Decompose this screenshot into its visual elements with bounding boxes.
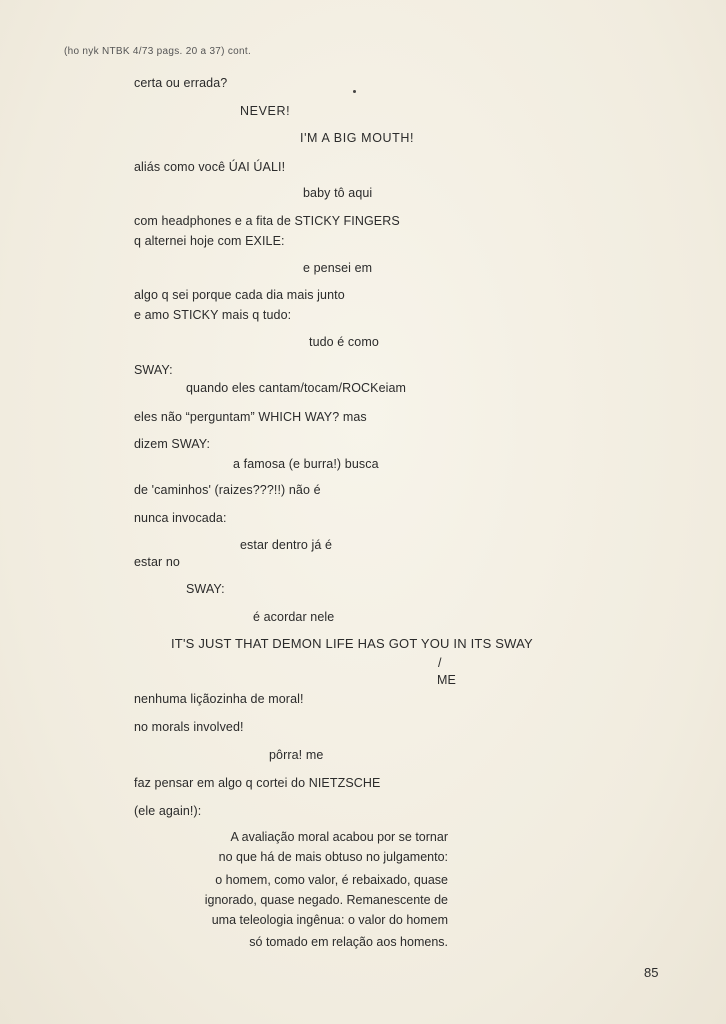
poem-line: q alternei hoje com EXILE: bbox=[134, 234, 285, 248]
page-number: 85 bbox=[644, 965, 659, 980]
poem-line: estar no bbox=[134, 555, 180, 569]
poem-line: a famosa (e burra!) busca bbox=[233, 457, 379, 471]
poem-line: (ele again!): bbox=[134, 804, 202, 818]
poem-line: eles não “perguntam” WHICH WAY? mas bbox=[134, 410, 367, 424]
ink-dot bbox=[353, 90, 356, 93]
poem-line: aliás como você ÚAI ÚALI! bbox=[134, 160, 286, 174]
poem-line: SWAY: bbox=[134, 363, 173, 377]
poem-line: SWAY: bbox=[186, 582, 225, 596]
poem-line: faz pensar em algo q cortei do NIETZSCHE bbox=[134, 776, 381, 790]
poem-line: NEVER! bbox=[240, 104, 291, 118]
poem-line: pôrra! me bbox=[269, 748, 324, 762]
poem-line: é acordar nele bbox=[253, 610, 335, 624]
poem-line: quando eles cantam/tocam/ROCKeiam bbox=[186, 381, 407, 395]
poem-line: nenhuma liçãozinha de moral! bbox=[134, 692, 304, 706]
poem-line: baby tô aqui bbox=[303, 186, 373, 200]
poem-line: I'M A BIG MOUTH! bbox=[300, 131, 415, 145]
poem-line: com headphones e a fita de STICKY FINGERS bbox=[134, 214, 400, 228]
quote-line: uma teleologia ingênua: o valor do homem bbox=[211, 913, 448, 927]
poem-line: ME bbox=[437, 673, 456, 687]
quote-line: ignorado, quase negado. Remanescente de bbox=[204, 893, 448, 907]
quote-line: só tomado em relação aos homens. bbox=[249, 935, 448, 949]
page-header: (ho nyk NTBK 4/73 pags. 20 a 37) cont. bbox=[64, 46, 252, 57]
poem-line: de 'caminhos' (raizes???!!) não é bbox=[134, 483, 321, 497]
poem-line: e amo STICKY mais q tudo: bbox=[134, 308, 292, 322]
poem-line: nunca invocada: bbox=[134, 511, 227, 525]
poem-line: no morals involved! bbox=[134, 720, 244, 734]
poem-line: / bbox=[438, 656, 442, 670]
quote-line: A avaliação moral acabou por se tornar bbox=[230, 830, 448, 844]
quote-line: o homem, como valor, é rebaixado, quase bbox=[215, 873, 448, 887]
quote-line: no que há de mais obtuso no julgamento: bbox=[218, 850, 448, 864]
poem-line: e pensei em bbox=[303, 261, 373, 275]
poem-line: estar dentro já é bbox=[240, 538, 333, 552]
poem-line: algo q sei porque cada dia mais junto bbox=[134, 288, 345, 302]
poem-line: tudo é como bbox=[309, 335, 379, 349]
poem-line: certa ou errada? bbox=[134, 76, 228, 90]
poem-line: dizem SWAY: bbox=[134, 437, 211, 451]
poem-line: IT'S JUST THAT DEMON LIFE HAS GOT YOU IN ITS SWAY bbox=[171, 636, 533, 651]
